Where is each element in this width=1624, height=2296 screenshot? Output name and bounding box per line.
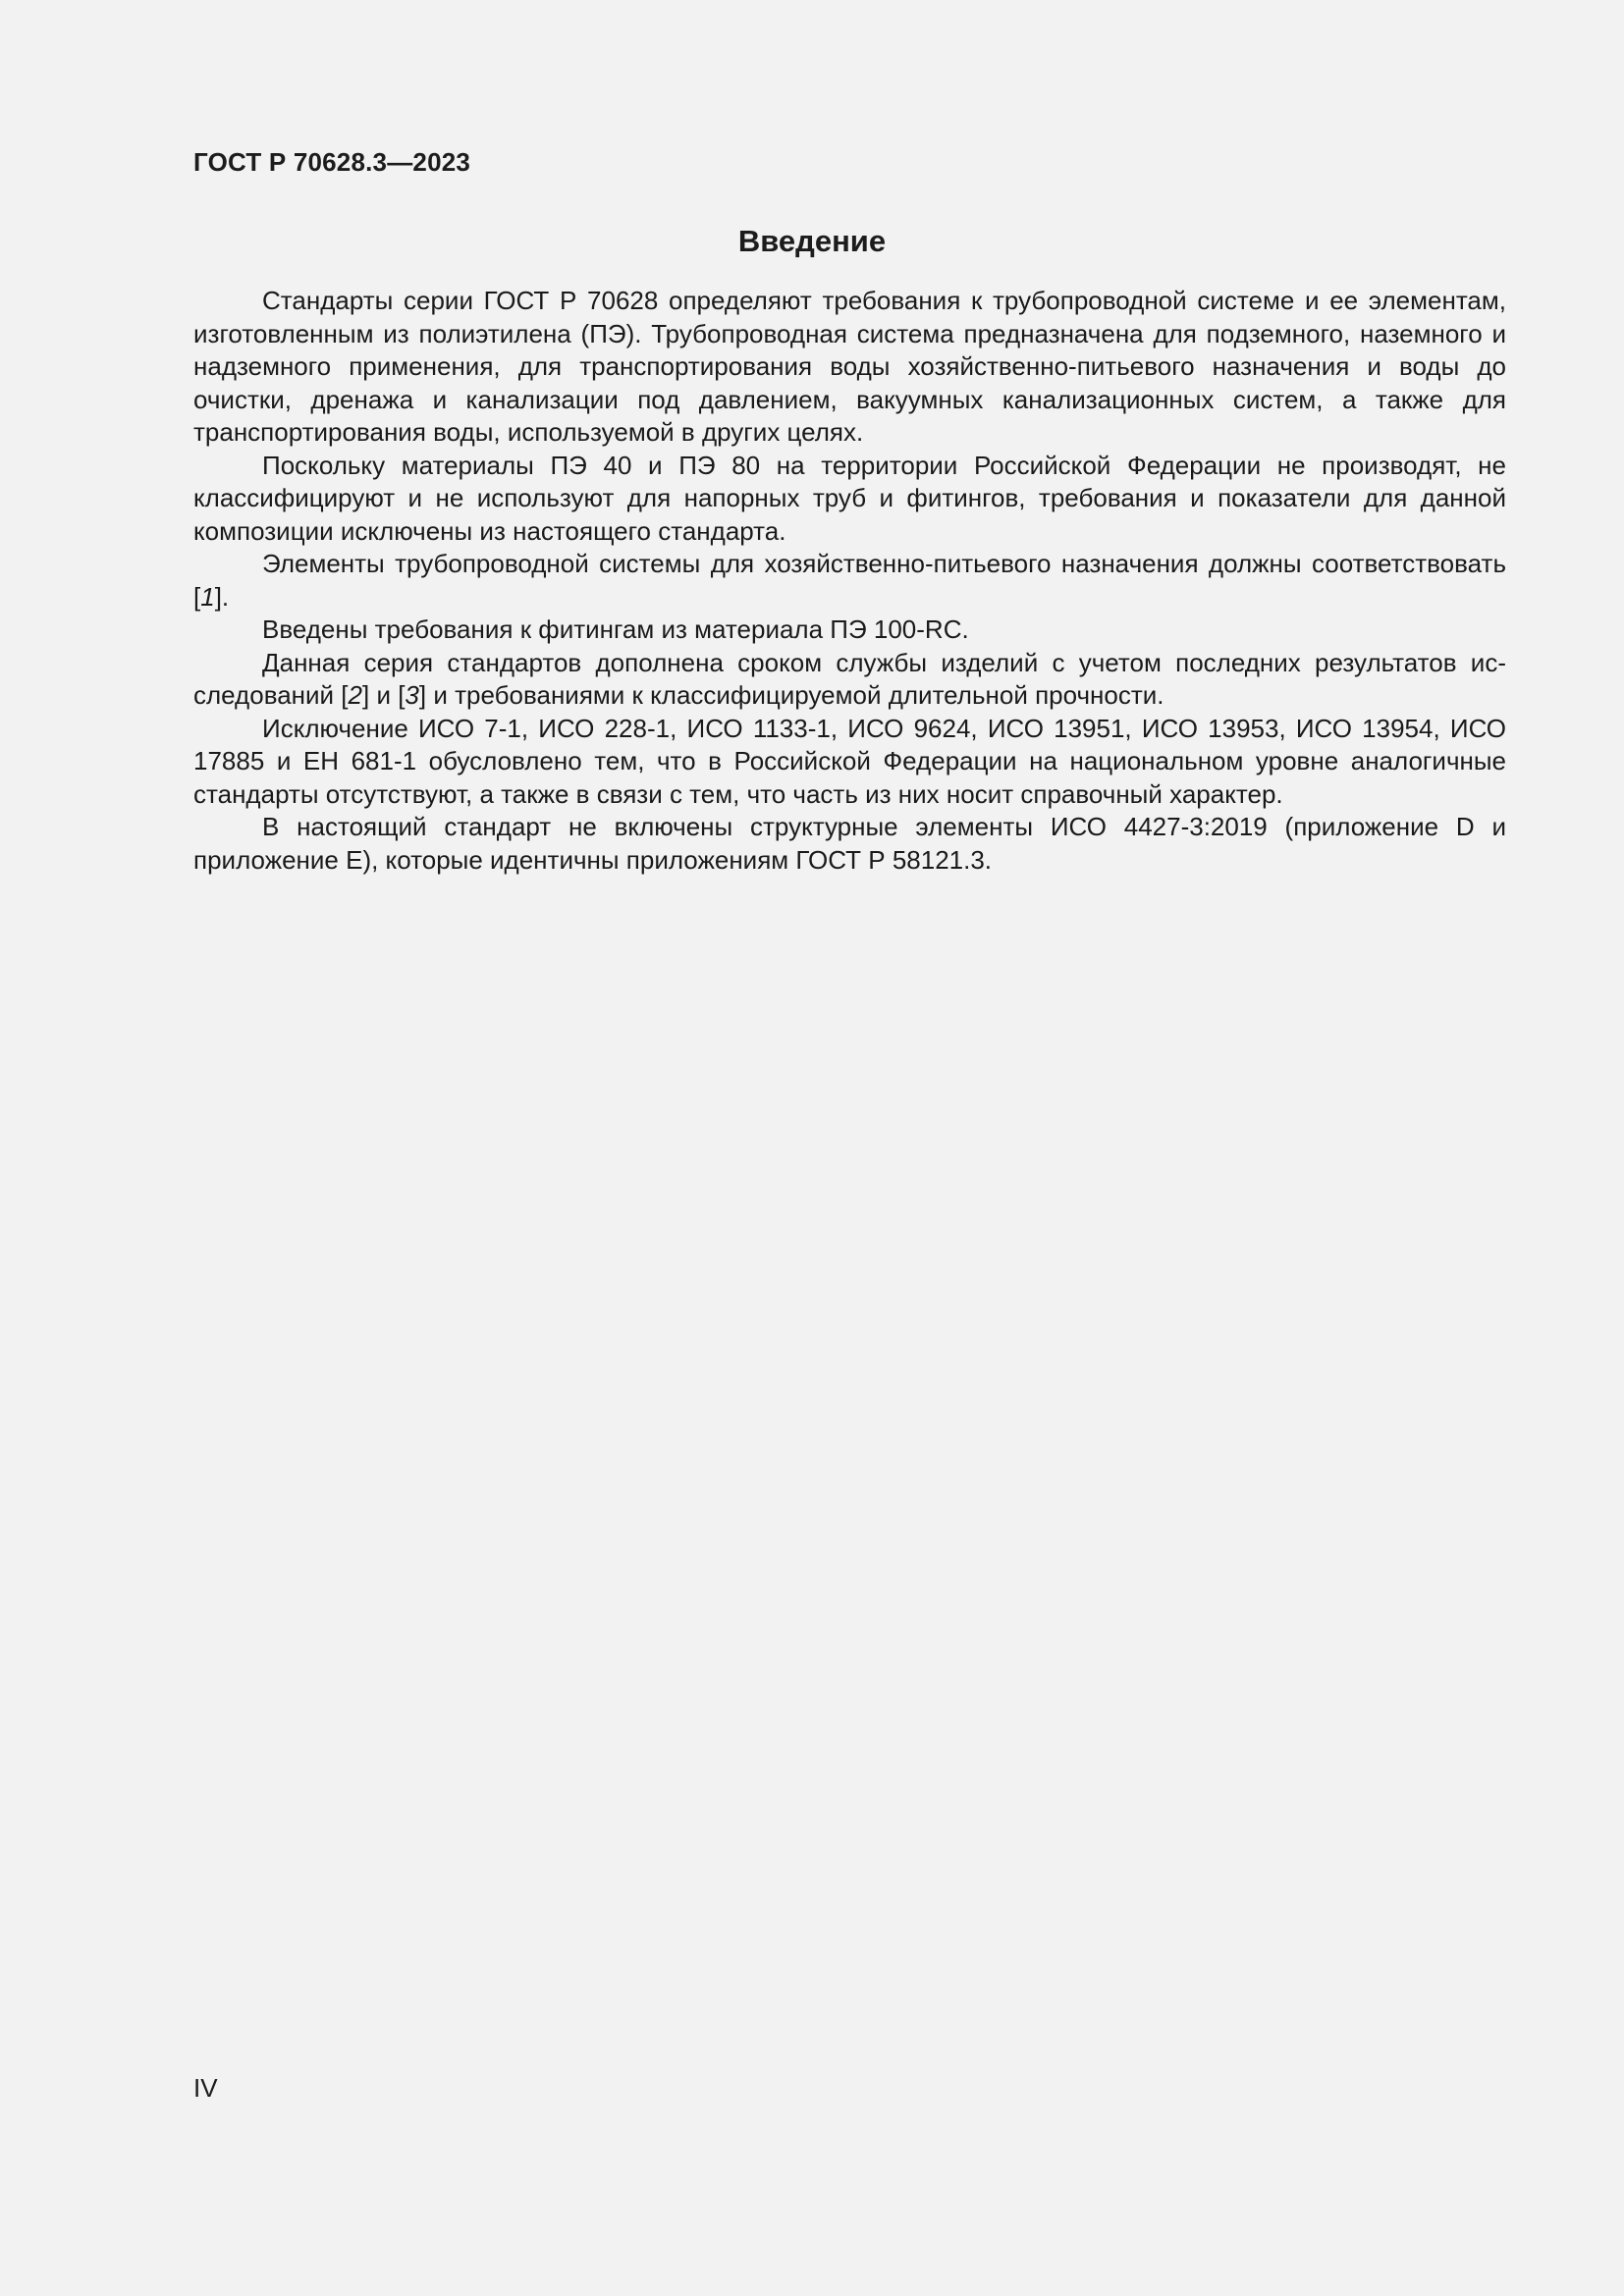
- paragraph-pe40-pe80: Поскольку материалы ПЭ 40 и ПЭ 80 на территории Российской Федерации не производят, не классифицируют и не используют для напорных труб и фитингов, требования и показатели для данной композиции исключены из настоящего стандарта.: [193, 450, 1506, 546]
- paragraph-series-scope: Стандарты серии ГОСТ Р 70628 определяют требования к трубопроводной системе и ее элементам, изготовленным из полиэтилена (ПЭ). Трубопроводная система предназначена для подземного, наземного и надземного применения, для транспортирования воды хозяйственно-питьевого назначения и воды до очистки, дренажа и канализации под давлением, вакуумных канализационных систем, а также для транспортирования воды, используемой в других целях.: [193, 286, 1506, 447]
- reference-link: 1: [200, 581, 215, 612]
- reference-link: 2: [348, 680, 362, 710]
- paragraph-drinking-water: [193, 548, 1506, 614]
- paragraph-pe100rc: Введены требования к фитингам из материала ПЭ 100-RC.: [262, 614, 969, 644]
- page-number: IV: [193, 2073, 218, 2103]
- document-code-header: ГОСТ Р 70628.3—2023: [193, 147, 471, 177]
- paragraph-text: ] и требованиями к классифицируемой длительной прочности.: [418, 680, 1164, 710]
- paragraph-excluded-annexes: В настоящий стандарт не включены структурные элементы ИСО 4427-3:2019 (приложение D и приложение E), которые идентичны приложениям ГОСТ Р 58121.3.: [193, 812, 1506, 875]
- paragraph-text: Данная серия стандартов дополнена сроком службы изделий с учетом последних результатов исследований [: [193, 647, 1506, 710]
- section-title: Введение: [737, 224, 887, 258]
- paragraph-text: ] и [: [362, 680, 406, 710]
- paragraph-service-life: [193, 647, 1506, 713]
- body-text: [193, 285, 1506, 877]
- reference-link: 3: [405, 680, 419, 710]
- paragraph-text: Элементы трубопроводной системы для хозяйственно-питьевого назначения должны соответствовать [: [193, 549, 1506, 612]
- paragraph-excluded-standards: Исключение ИСО 7-1, ИСО 228-1, ИСО 1133-1, ИСО 9624, ИСО 13951, ИСО 13953, ИСО 13954, ИСО 17885 и ЕН 681-1 обусловлено тем, что в Российской Федерации на национальном уровне аналогичные стандарты отсутствуют, а также в связи с тем, что часть из них носит справочный характер.: [193, 713, 1506, 809]
- paragraph-text: ].: [214, 581, 230, 612]
